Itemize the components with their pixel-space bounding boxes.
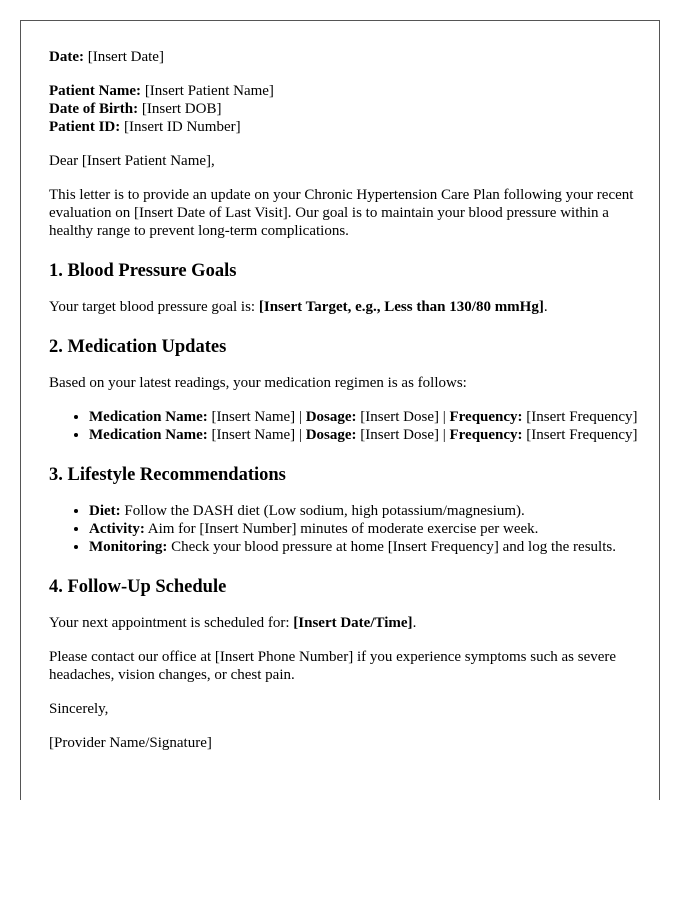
medication-item: • Medication Name: [Insert Name] | Dosage: [Insert Dose] | Frequency: [Insert Frequency] xyxy=(89,426,639,444)
section-title-medication: 2. Medication Updates xyxy=(49,337,227,357)
signature: [Provider Name/Signature] xyxy=(49,735,212,751)
medication-item: • Medication Name: [Insert Name] | Dosage: [Insert Dose] | Frequency: [Insert Frequency] xyxy=(89,408,639,426)
section-title-bp-goals: 1. Blood Pressure Goals xyxy=(49,261,237,281)
greeting: Dear [Insert Patient Name], xyxy=(49,153,215,169)
medication-list xyxy=(49,408,639,444)
bp-goal-text: Your target blood pressure goal is: [Insert Target, e.g., Less than 130/80 mmHg]. xyxy=(49,299,548,315)
intro-paragraph: This letter is to provide an update on your Chronic Hypertension Care Plan following your recent evaluation on [Insert Date of Last Visit]. Our goal is to maintain your blood pressure within a healthy range to prevent long-term complications. xyxy=(49,187,634,239)
followup-appointment: Your next appointment is scheduled for: [Insert Date/Time]. xyxy=(49,615,417,631)
contact-paragraph: Please contact our office at [Insert Phone Number] if you experience symptoms such as severe headaches, vision changes, or chest pain. xyxy=(49,649,617,683)
lifestyle-item-monitoring: • Monitoring: Check your blood pressure at home [Insert Frequency] and log the results. xyxy=(89,538,639,556)
lifestyle-list xyxy=(49,502,639,556)
medication-intro: Based on your latest readings, your medication regimen is as follows: xyxy=(49,375,467,391)
patient-info xyxy=(49,82,639,136)
letter-page xyxy=(20,20,660,800)
letter-content xyxy=(49,48,639,752)
section-title-lifestyle: 3. Lifestyle Recommendations xyxy=(49,465,286,485)
patient-id-line: Patient ID: [Insert ID Number] xyxy=(49,119,241,135)
lifestyle-item-activity: • Activity: Aim for [Insert Number] minutes of moderate exercise per week. xyxy=(89,520,639,538)
patient-name-line: Patient Name: [Insert Patient Name] xyxy=(49,83,274,99)
closing: Sincerely, xyxy=(49,701,109,717)
date-line: Date: [Insert Date] xyxy=(49,49,164,65)
lifestyle-item-diet: • Diet: Follow the DASH diet (Low sodium, high potassium/magnesium). xyxy=(89,502,639,520)
section-title-followup: 4. Follow-Up Schedule xyxy=(49,577,227,597)
dob-line: Date of Birth: [Insert DOB] xyxy=(49,101,222,117)
